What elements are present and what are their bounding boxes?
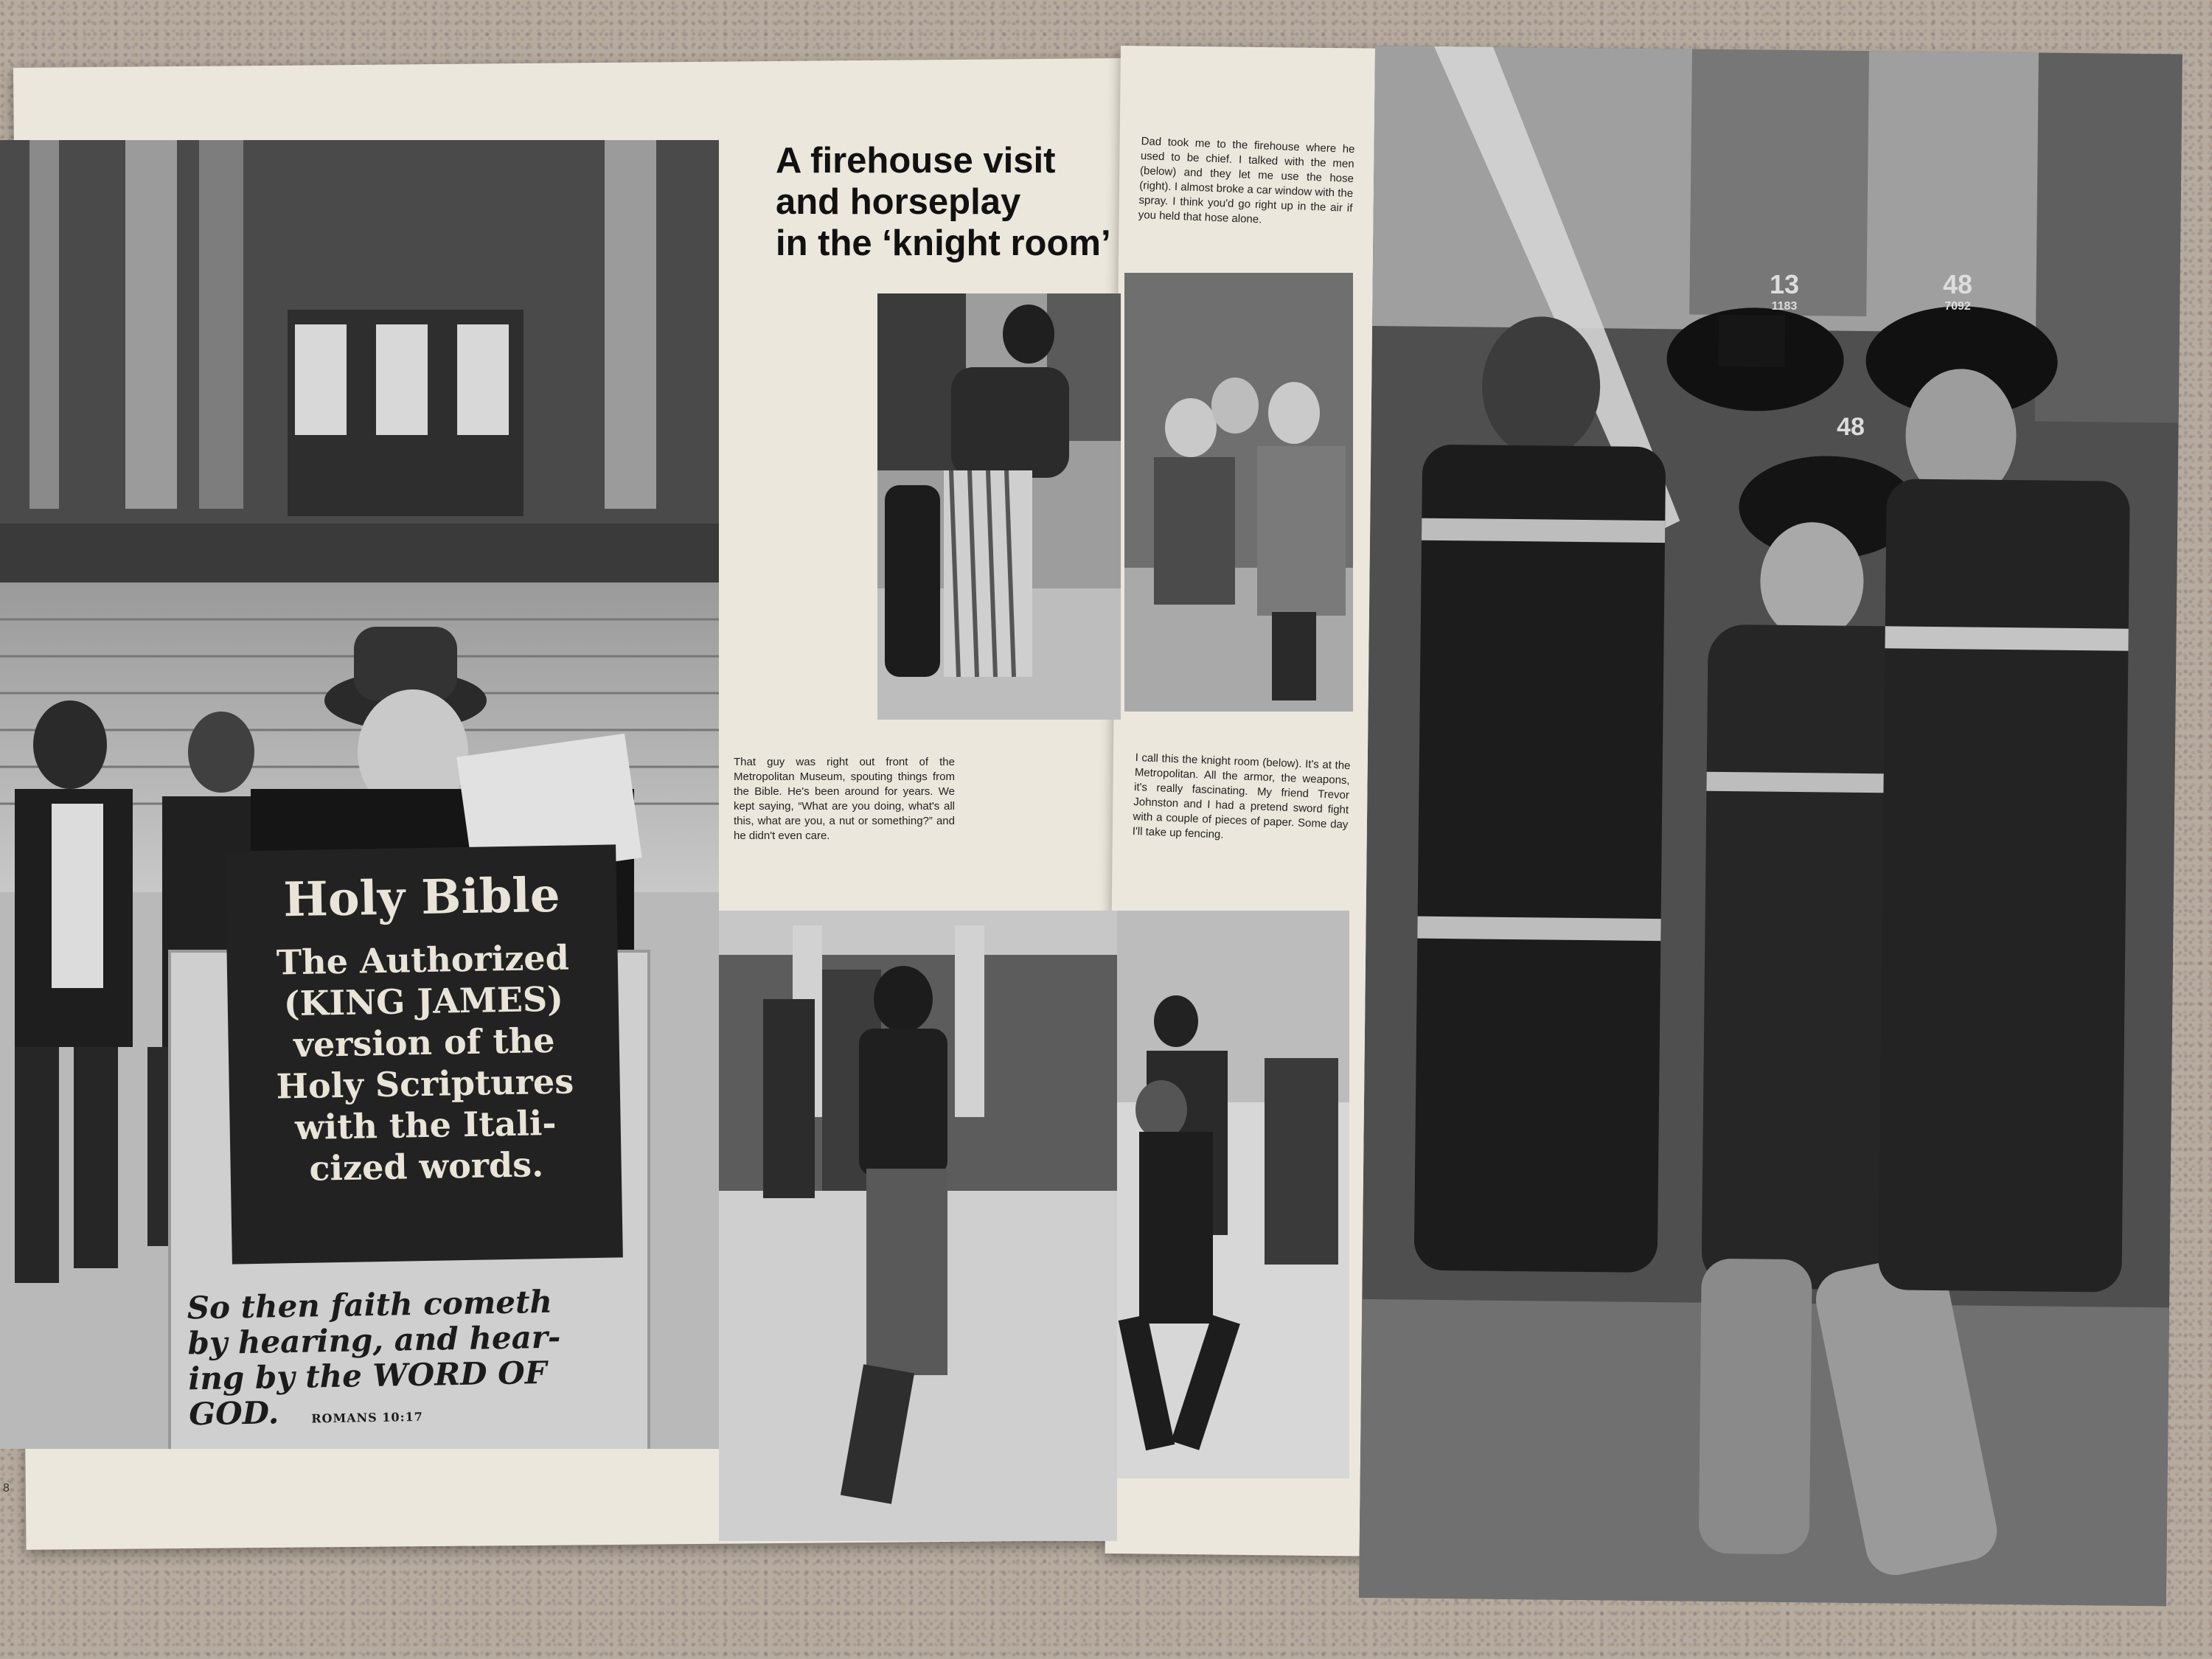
sign-scripture	[187, 1283, 646, 1439]
scripture-line-1: So then faith cometh	[187, 1283, 553, 1326]
hydrant-photo	[877, 293, 1121, 720]
scripture-reference: ROMANS 10:17	[311, 1409, 423, 1426]
firemen-seated-photo	[1124, 273, 1353, 712]
knight-room-photo-left	[719, 911, 1117, 1541]
sign-line-4: Holy Scriptures	[276, 1061, 574, 1107]
helmet-badge-3	[1829, 413, 1873, 442]
bible-sign-text	[226, 866, 622, 1190]
caption-firehouse: Dad took me to the firehouse where he used to be chief. I talked with the men (below) and they let me use the hose (right). I almost broke a car window with the spray. I think you'd go right up in the air if you held that hose alone.	[1138, 134, 1355, 226]
helmet-number-3: 48	[1837, 413, 1865, 441]
article-headline	[776, 140, 1115, 264]
page-number: 8	[3, 1482, 10, 1495]
scripture-line-3: ing by the WORD OF	[187, 1354, 547, 1397]
scripture-line-2: by hearing, and hear-	[187, 1318, 561, 1362]
sign-line-6: cized words.	[308, 1144, 544, 1189]
sign-line-2: (KING JAMES)	[283, 978, 564, 1024]
helmet-number-1: 13	[1769, 269, 1800, 299]
headline-line-1: A firehouse visit	[776, 141, 1056, 181]
helmet-sub-2: 7092	[1944, 300, 1971, 313]
sign-line-3: version of the	[293, 1020, 555, 1065]
headline-line-3: in the ‘knight room’	[776, 223, 1111, 263]
helmet-sub-1: 1183	[1771, 300, 1798, 313]
sign-line-5: with the Itali-	[294, 1102, 557, 1148]
helmet-badge-1	[1762, 269, 1806, 313]
sign-title: Holy Bible	[282, 867, 561, 928]
helmet-number-2: 48	[1942, 269, 1973, 299]
headline-line-2: and horseplay	[776, 182, 1021, 222]
sign-line-1: The Authorized	[276, 937, 570, 983]
caption-museum: That guy was right out front of the Metropolitan Museum, spouting things from the Bible. He's been around for years. We kept saying, “What are you doing, what's all this, what are you, a nut or something?” and he didn't even care.	[734, 756, 955, 842]
knight-room-photo-right	[1117, 911, 1349, 1478]
scripture-line-4: GOD.	[188, 1394, 279, 1433]
helmet-badge-2	[1932, 269, 1983, 313]
caption-knight-room: I call this the knight room (below). It's at the Metropolitan. All the armor, the weapons, it's really fascinating. My friend Trevor Johnston and I had a pretend sword fight with a couple of pieces of paper. Some day I'll take up fencing.	[1132, 751, 1351, 841]
